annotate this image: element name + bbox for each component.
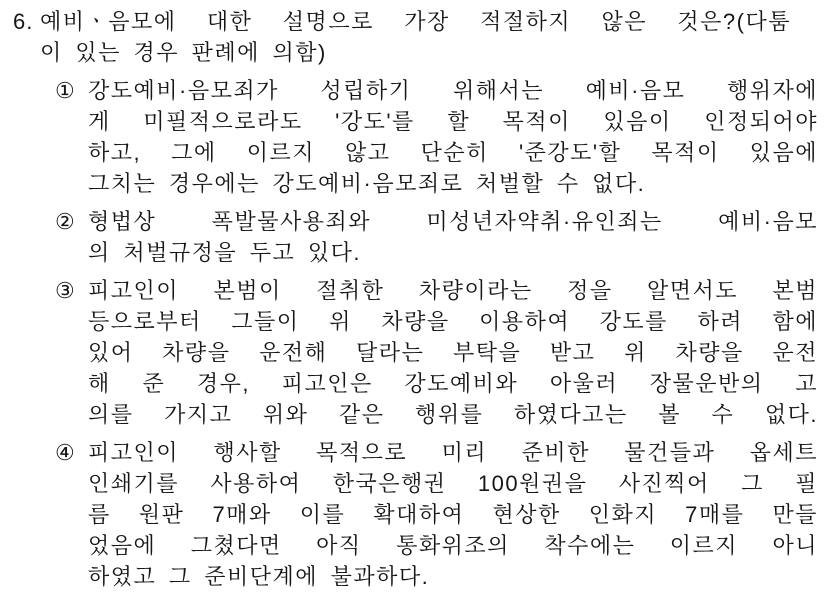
question-header bbox=[13, 6, 791, 68]
question-text-line: 예비ㆍ음모에 대한 설명으로 가장 적절하지 않은 것은?(다툼 bbox=[40, 9, 791, 34]
option-4-text-line: 하였고 그 준비단계에 불과하다. bbox=[88, 564, 430, 589]
option-2 bbox=[13, 206, 818, 268]
option-3-marker: ③ bbox=[55, 278, 75, 303]
question-text-line: 이 있는 경우 판례에 의함) bbox=[40, 40, 327, 65]
option-3-text-line: 있어 차량을 운전해 달라는 부탁을 받고 위 차량을 운전 bbox=[88, 340, 818, 365]
option-3-text-line: 등으로부터 그들이 위 차량을 이용하여 강도를 하려 함에 bbox=[88, 309, 818, 334]
option-4-text-line: 피고인이 행사할 목적으로 미리 준비한 물건들과 옵세트 bbox=[88, 440, 818, 465]
option-1-text-line: 강도예비·음모죄가 성립하기 위해서는 예비·음모 행위자에 bbox=[88, 78, 818, 103]
option-3-text-line: 해 준 경우, 피고인은 강도예비와 아울러 장물운반의 고 bbox=[88, 371, 818, 396]
option-3-text-line: 피고인이 본범이 절취한 차량이라는 정을 알면서도 본범 bbox=[88, 278, 818, 303]
option-4 bbox=[13, 437, 818, 592]
option-4-marker: ④ bbox=[55, 440, 75, 465]
option-4-text-line: 었음에 그쳤다면 아직 통화위조의 착수에는 이르지 아니 bbox=[88, 533, 818, 558]
option-2-text-line: 의 처벌규정을 두고 있다. bbox=[88, 240, 361, 265]
option-1-text-line: 하고, 그에 이르지 않고 단순히 '준강도'할 목적이 있음에 bbox=[88, 140, 818, 165]
option-3 bbox=[13, 275, 818, 430]
option-2-marker: ② bbox=[55, 209, 75, 234]
option-1-text-line: 게 미필적으로라도 '강도'를 할 목적이 있음이 인정되어야 bbox=[88, 109, 818, 134]
option-1 bbox=[13, 75, 818, 199]
question-number: 6. bbox=[13, 9, 34, 34]
option-1-text-line: 그치는 경우에는 강도예비·음모죄로 처벌할 수 없다. bbox=[88, 171, 646, 196]
option-2-text-line: 형법상 폭발물사용죄와 미성년자약취·유인죄는 예비·음모 bbox=[88, 209, 818, 234]
option-4-text-line: 인쇄기를 사용하여 한국은행권 100원권을 사진찍어 그 필 bbox=[88, 471, 818, 496]
option-3-text-line: 의를 가지고 위와 같은 행위를 하였다고는 볼 수 없다. bbox=[88, 402, 818, 427]
option-1-marker: ① bbox=[55, 78, 75, 103]
option-4-text-line: 름 원판 7매와 이를 확대하여 현상한 인화지 7매를 만들 bbox=[88, 502, 818, 527]
